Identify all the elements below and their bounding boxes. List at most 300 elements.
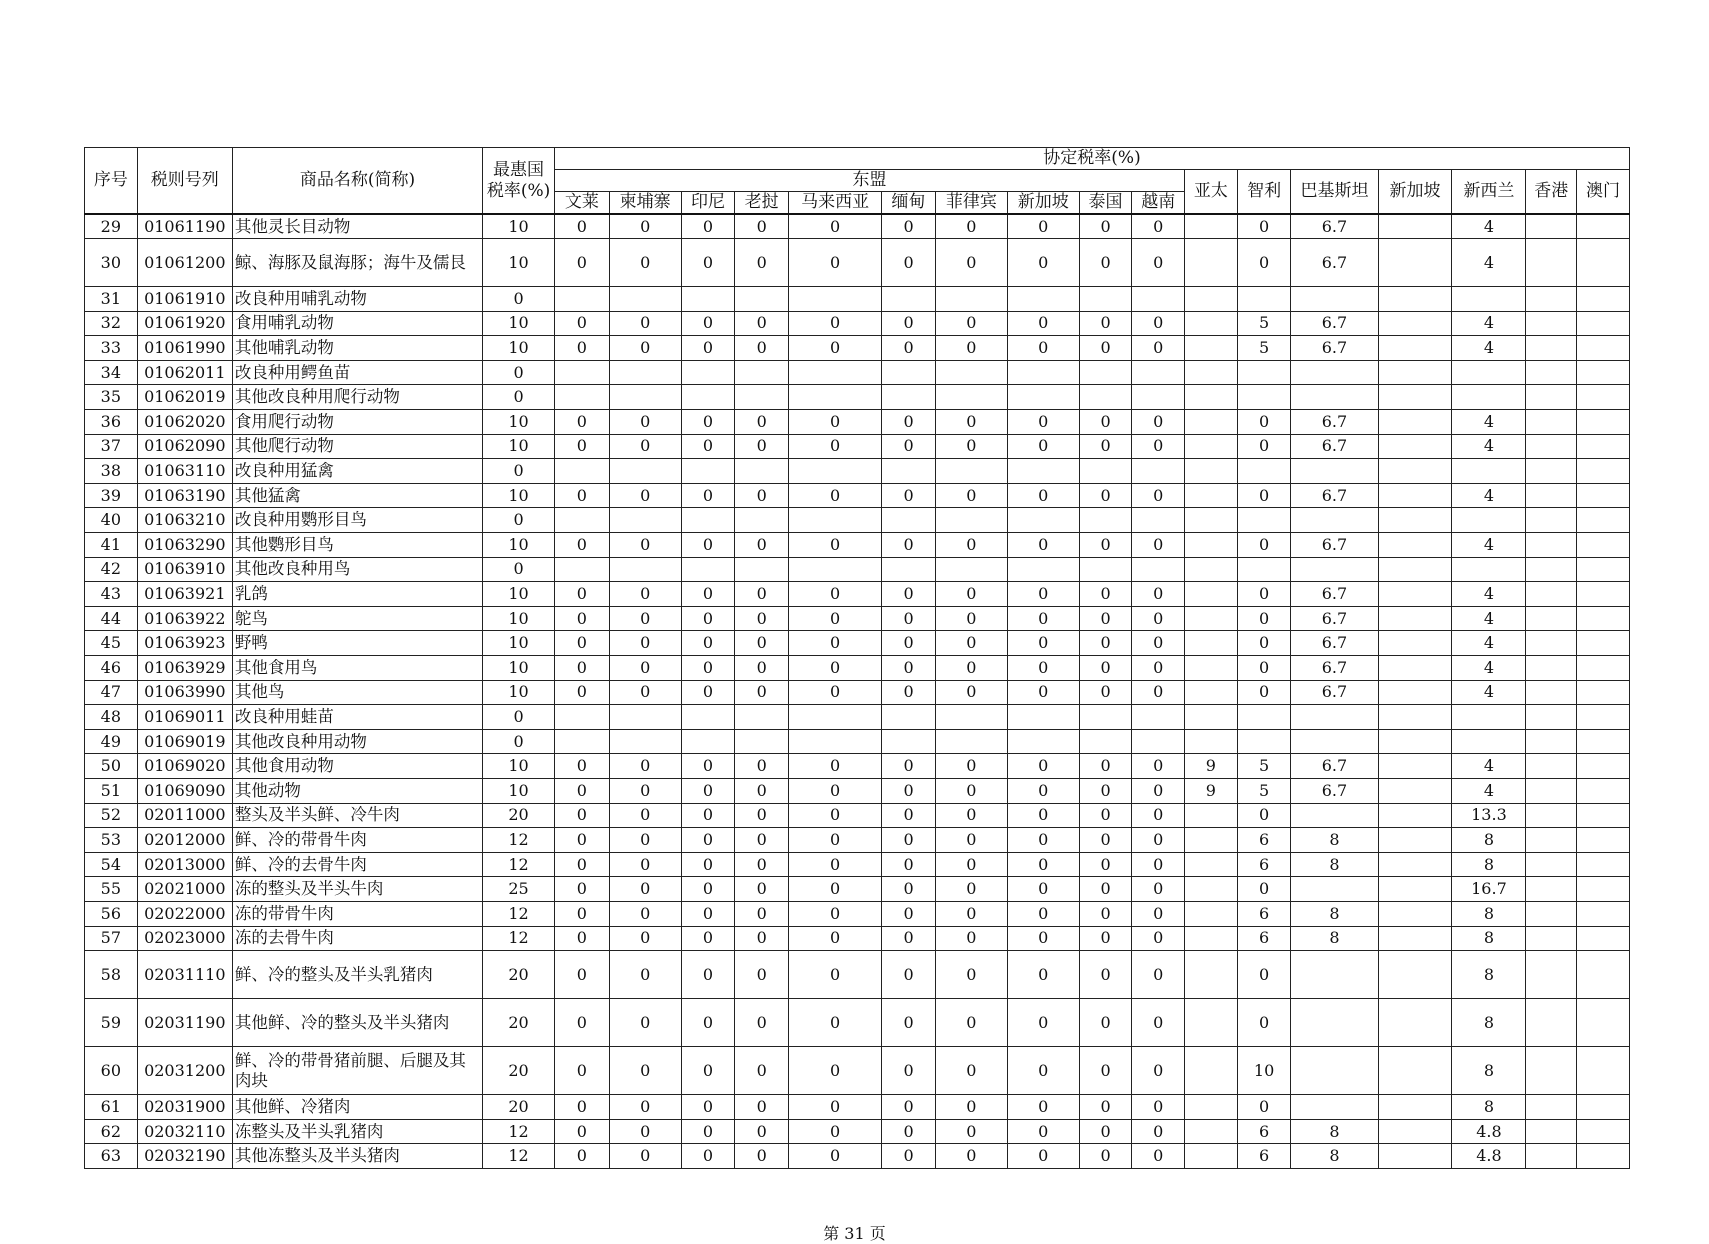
row-rate	[1526, 631, 1577, 656]
table-row	[85, 828, 1630, 853]
row-rate	[1378, 1047, 1452, 1095]
row-code: 02031110	[137, 951, 232, 999]
row-rate	[1526, 459, 1577, 484]
row-rate: 0	[1007, 680, 1079, 705]
row-mfn: 0	[483, 705, 555, 730]
row-rate: 0	[1079, 1119, 1132, 1144]
row-rate	[1378, 287, 1452, 312]
row-name: 野鸭	[232, 631, 482, 656]
row-rate: 0	[935, 1144, 1007, 1169]
row-rate	[882, 385, 936, 410]
table-row	[85, 778, 1630, 803]
row-rate: 8	[1291, 1144, 1378, 1169]
row-rate: 6.7	[1291, 778, 1378, 803]
row-rate	[1291, 705, 1378, 730]
row-rate: 0	[555, 1144, 610, 1169]
row-rate: 0	[735, 656, 789, 681]
row-code: 01062011	[137, 360, 232, 385]
row-rate	[1185, 360, 1238, 385]
row-rate	[735, 360, 789, 385]
table-row	[85, 287, 1630, 312]
row-rate	[1577, 606, 1630, 631]
row-rate	[1291, 459, 1378, 484]
row-code: 01063921	[137, 582, 232, 607]
row-rate: 0	[609, 828, 681, 853]
row-rate: 4	[1452, 606, 1526, 631]
row-rate	[1007, 459, 1079, 484]
row-rate: 0	[1079, 533, 1132, 558]
row-rate	[935, 557, 1007, 582]
row-rate	[1526, 360, 1577, 385]
row-rate	[1185, 385, 1238, 410]
row-rate: 0	[681, 214, 735, 239]
row-rate	[735, 459, 789, 484]
row-rate: 0	[882, 778, 936, 803]
row-rate: 4.8	[1452, 1119, 1526, 1144]
row-seq: 61	[85, 1095, 138, 1120]
row-rate: 0	[681, 877, 735, 902]
table-body	[85, 214, 1630, 1168]
row-rate: 0	[609, 214, 681, 239]
row-rate: 0	[789, 336, 882, 361]
row-rate: 0	[882, 1119, 936, 1144]
row-rate: 0	[882, 1047, 936, 1095]
row-rate: 6	[1237, 828, 1291, 853]
row-rate: 4	[1452, 311, 1526, 336]
row-rate	[609, 729, 681, 754]
row-rate: 8	[1452, 926, 1526, 951]
row-rate: 0	[1132, 434, 1185, 459]
row-rate: 4	[1452, 778, 1526, 803]
row-rate: 0	[681, 434, 735, 459]
row-rate: 0	[555, 828, 610, 853]
row-rate: 8	[1452, 828, 1526, 853]
row-rate	[1577, 951, 1630, 999]
row-rate	[735, 729, 789, 754]
row-rate: 8	[1452, 901, 1526, 926]
row-rate	[1526, 287, 1577, 312]
row-rate: 0	[1079, 606, 1132, 631]
row-rate: 0	[1007, 336, 1079, 361]
row-mfn: 0	[483, 459, 555, 484]
row-rate: 0	[1132, 656, 1185, 681]
table-row	[85, 410, 1630, 435]
row-rate	[1526, 410, 1577, 435]
row-code: 01063922	[137, 606, 232, 631]
row-seq: 53	[85, 828, 138, 853]
row-rate: 0	[555, 1047, 610, 1095]
row-rate	[555, 459, 610, 484]
row-seq: 35	[85, 385, 138, 410]
row-seq: 43	[85, 582, 138, 607]
row-rate	[1378, 360, 1452, 385]
row-rate	[609, 459, 681, 484]
row-rate	[1577, 1119, 1630, 1144]
row-seq: 47	[85, 680, 138, 705]
row-rate: 0	[789, 803, 882, 828]
row-seq: 58	[85, 951, 138, 999]
row-rate: 0	[935, 1119, 1007, 1144]
row-rate: 0	[1237, 214, 1291, 239]
row-rate: 9	[1185, 754, 1238, 779]
row-name: 其他鸟	[232, 680, 482, 705]
row-rate	[555, 360, 610, 385]
row-mfn: 10	[483, 434, 555, 459]
row-rate	[555, 385, 610, 410]
row-seq: 33	[85, 336, 138, 361]
row-rate	[1378, 631, 1452, 656]
row-rate	[555, 729, 610, 754]
row-rate: 0	[935, 631, 1007, 656]
row-rate: 6.7	[1291, 410, 1378, 435]
row-rate: 0	[882, 311, 936, 336]
row-rate: 0	[735, 951, 789, 999]
row-rate: 0	[681, 1144, 735, 1169]
row-rate: 4	[1452, 434, 1526, 459]
row-rate	[1577, 410, 1630, 435]
row-rate: 0	[555, 951, 610, 999]
row-rate: 6.7	[1291, 239, 1378, 287]
row-rate	[1185, 828, 1238, 853]
row-rate: 0	[555, 336, 610, 361]
row-rate	[1237, 360, 1291, 385]
row-code: 01061200	[137, 239, 232, 287]
row-code: 01062019	[137, 385, 232, 410]
row-rate	[1185, 951, 1238, 999]
row-mfn: 20	[483, 803, 555, 828]
row-rate: 0	[882, 434, 936, 459]
row-rate	[1007, 705, 1079, 730]
row-rate	[1378, 459, 1452, 484]
row-rate	[555, 508, 610, 533]
row-rate	[1577, 877, 1630, 902]
row-rate: 6.7	[1291, 214, 1378, 239]
row-rate: 0	[1007, 901, 1079, 926]
row-rate: 0	[882, 901, 936, 926]
header-asean: 东盟	[555, 170, 1185, 192]
row-rate: 0	[609, 926, 681, 951]
row-rate	[789, 508, 882, 533]
row-rate	[1378, 557, 1452, 582]
row-rate	[1378, 729, 1452, 754]
row-seq: 41	[85, 533, 138, 558]
row-rate: 0	[681, 754, 735, 779]
row-rate: 0	[789, 926, 882, 951]
row-rate	[1577, 508, 1630, 533]
row-rate: 0	[882, 214, 936, 239]
row-rate	[935, 705, 1007, 730]
row-rate: 0	[555, 606, 610, 631]
row-rate	[1378, 239, 1452, 287]
row-rate: 0	[789, 852, 882, 877]
row-rate: 6.7	[1291, 311, 1378, 336]
row-rate: 0	[1237, 483, 1291, 508]
row-seq: 40	[85, 508, 138, 533]
row-mfn: 10	[483, 311, 555, 336]
row-name: 鲜、冷的整头及半头乳猪肉	[232, 951, 482, 999]
row-seq: 48	[85, 705, 138, 730]
row-code: 01069090	[137, 778, 232, 803]
row-rate: 0	[609, 852, 681, 877]
row-mfn: 0	[483, 508, 555, 533]
row-rate	[1185, 852, 1238, 877]
row-rate	[1526, 729, 1577, 754]
row-code: 02021000	[137, 877, 232, 902]
row-rate	[555, 287, 610, 312]
row-rate	[681, 508, 735, 533]
row-rate: 6	[1237, 901, 1291, 926]
row-mfn: 10	[483, 606, 555, 631]
row-rate	[1291, 999, 1378, 1047]
row-rate	[1079, 287, 1132, 312]
row-rate	[1526, 803, 1577, 828]
row-rate: 0	[609, 656, 681, 681]
row-rate: 6.7	[1291, 582, 1378, 607]
header-chile: 智利	[1237, 170, 1291, 215]
row-rate	[1185, 287, 1238, 312]
row-rate	[789, 287, 882, 312]
row-rate: 6.7	[1291, 656, 1378, 681]
row-rate: 0	[609, 311, 681, 336]
row-rate: 8	[1291, 852, 1378, 877]
row-rate	[1185, 1095, 1238, 1120]
row-rate: 0	[1007, 778, 1079, 803]
row-rate: 0	[935, 1047, 1007, 1095]
row-rate: 0	[935, 582, 1007, 607]
row-rate: 0	[681, 606, 735, 631]
row-rate	[1526, 483, 1577, 508]
row-code: 01062090	[137, 434, 232, 459]
row-rate	[1577, 778, 1630, 803]
row-rate: 0	[882, 483, 936, 508]
row-rate: 0	[935, 434, 1007, 459]
row-code: 02031190	[137, 999, 232, 1047]
row-rate: 0	[1007, 606, 1079, 631]
row-rate: 0	[735, 483, 789, 508]
row-rate	[1185, 656, 1238, 681]
row-rate	[1452, 360, 1526, 385]
row-rate: 0	[1007, 1095, 1079, 1120]
table-row	[85, 239, 1630, 287]
row-rate	[1185, 877, 1238, 902]
row-name: 其他食用动物	[232, 754, 482, 779]
row-seq: 29	[85, 214, 138, 239]
header-name: 商品名称(简称)	[232, 148, 482, 215]
row-rate: 0	[935, 606, 1007, 631]
row-mfn: 10	[483, 410, 555, 435]
row-rate	[1526, 680, 1577, 705]
table-row	[85, 360, 1630, 385]
row-rate: 0	[555, 877, 610, 902]
table-row	[85, 336, 1630, 361]
row-rate: 0	[1132, 1047, 1185, 1095]
row-rate: 0	[789, 1047, 882, 1095]
row-rate: 0	[735, 336, 789, 361]
row-rate	[1526, 1047, 1577, 1095]
header-asean-member: 印尼	[681, 192, 735, 215]
row-rate	[1007, 385, 1079, 410]
row-rate: 0	[1007, 631, 1079, 656]
row-rate	[1378, 778, 1452, 803]
row-rate	[789, 360, 882, 385]
row-rate: 0	[555, 483, 610, 508]
row-rate	[735, 508, 789, 533]
row-rate	[1378, 214, 1452, 239]
row-rate	[1291, 729, 1378, 754]
row-rate	[1526, 901, 1577, 926]
row-rate: 5	[1237, 778, 1291, 803]
row-rate: 0	[681, 951, 735, 999]
row-rate	[1577, 459, 1630, 484]
row-code: 01063990	[137, 680, 232, 705]
row-rate: 0	[935, 680, 1007, 705]
row-rate	[1132, 705, 1185, 730]
row-rate: 16.7	[1452, 877, 1526, 902]
row-rate	[1185, 533, 1238, 558]
row-rate: 0	[681, 533, 735, 558]
row-rate: 0	[882, 656, 936, 681]
row-rate: 0	[609, 336, 681, 361]
row-rate	[1185, 1047, 1238, 1095]
row-mfn: 0	[483, 287, 555, 312]
row-seq: 51	[85, 778, 138, 803]
row-rate	[1185, 606, 1238, 631]
row-rate: 0	[681, 1095, 735, 1120]
row-rate: 0	[609, 410, 681, 435]
row-rate: 0	[882, 631, 936, 656]
row-rate: 5	[1237, 311, 1291, 336]
row-rate: 8	[1452, 852, 1526, 877]
row-rate	[1185, 459, 1238, 484]
row-rate: 4.8	[1452, 1144, 1526, 1169]
row-rate: 0	[935, 926, 1007, 951]
header-apta: 亚太	[1185, 170, 1238, 215]
row-rate	[1185, 483, 1238, 508]
row-seq: 44	[85, 606, 138, 631]
row-rate: 0	[1007, 656, 1079, 681]
row-rate	[1577, 385, 1630, 410]
row-rate	[1526, 778, 1577, 803]
row-rate: 0	[555, 1119, 610, 1144]
row-rate	[1378, 705, 1452, 730]
row-seq: 32	[85, 311, 138, 336]
row-seq: 50	[85, 754, 138, 779]
row-rate: 6	[1237, 1119, 1291, 1144]
row-rate	[1577, 705, 1630, 730]
row-seq: 31	[85, 287, 138, 312]
row-rate	[1237, 705, 1291, 730]
row-rate	[1378, 656, 1452, 681]
row-name: 其他哺乳动物	[232, 336, 482, 361]
table-row	[85, 557, 1630, 582]
row-rate: 9	[1185, 778, 1238, 803]
row-mfn: 10	[483, 778, 555, 803]
row-rate: 8	[1291, 926, 1378, 951]
row-rate: 0	[735, 778, 789, 803]
row-rate	[1577, 729, 1630, 754]
row-rate: 6.7	[1291, 336, 1378, 361]
row-rate: 0	[555, 582, 610, 607]
row-rate	[1526, 852, 1577, 877]
table-row	[85, 533, 1630, 558]
row-rate	[1291, 508, 1378, 533]
row-rate	[1237, 385, 1291, 410]
table-row	[85, 1047, 1630, 1095]
row-rate: 13.3	[1452, 803, 1526, 828]
row-rate: 0	[1007, 410, 1079, 435]
row-rate: 0	[735, 901, 789, 926]
row-rate	[1526, 533, 1577, 558]
row-rate: 0	[1132, 1119, 1185, 1144]
row-rate	[1185, 901, 1238, 926]
row-rate: 0	[1007, 483, 1079, 508]
row-rate: 0	[1132, 214, 1185, 239]
row-rate	[1291, 1095, 1378, 1120]
row-code: 01069020	[137, 754, 232, 779]
row-code: 01063210	[137, 508, 232, 533]
row-rate	[1378, 311, 1452, 336]
row-mfn: 10	[483, 533, 555, 558]
row-rate	[1526, 705, 1577, 730]
header-pakistan: 巴基斯坦	[1291, 170, 1378, 215]
row-rate: 0	[609, 877, 681, 902]
row-name: 其他爬行动物	[232, 434, 482, 459]
row-rate	[1577, 311, 1630, 336]
row-rate	[1185, 1119, 1238, 1144]
row-rate: 0	[789, 410, 882, 435]
row-name: 食用哺乳动物	[232, 311, 482, 336]
row-rate: 0	[1079, 828, 1132, 853]
row-rate: 0	[555, 926, 610, 951]
row-rate	[1577, 1095, 1630, 1120]
row-rate: 0	[735, 606, 789, 631]
row-mfn: 10	[483, 631, 555, 656]
row-rate: 0	[609, 239, 681, 287]
row-rate	[1378, 999, 1452, 1047]
row-rate: 0	[1079, 901, 1132, 926]
row-rate	[1577, 926, 1630, 951]
row-rate	[1185, 1144, 1238, 1169]
row-rate: 0	[609, 951, 681, 999]
row-mfn: 20	[483, 999, 555, 1047]
row-rate: 0	[789, 606, 882, 631]
row-rate	[1185, 705, 1238, 730]
row-mfn: 20	[483, 1047, 555, 1095]
header-seq: 序号	[85, 148, 138, 215]
row-rate	[1577, 287, 1630, 312]
row-rate	[1378, 483, 1452, 508]
row-rate	[1378, 852, 1452, 877]
row-name: 其他食用鸟	[232, 656, 482, 681]
table-row	[85, 803, 1630, 828]
row-name: 整头及半头鲜、冷牛肉	[232, 803, 482, 828]
row-rate	[1291, 287, 1378, 312]
row-rate: 0	[609, 778, 681, 803]
row-rate: 0	[735, 877, 789, 902]
row-rate	[735, 705, 789, 730]
row-name: 改良种用哺乳动物	[232, 287, 482, 312]
row-rate	[1378, 754, 1452, 779]
row-rate: 0	[1237, 999, 1291, 1047]
row-mfn: 25	[483, 877, 555, 902]
row-rate: 0	[609, 1144, 681, 1169]
row-rate: 0	[1132, 1144, 1185, 1169]
row-mfn: 12	[483, 926, 555, 951]
row-rate	[1378, 901, 1452, 926]
row-code: 02032110	[137, 1119, 232, 1144]
row-rate: 0	[555, 239, 610, 287]
row-rate	[789, 705, 882, 730]
